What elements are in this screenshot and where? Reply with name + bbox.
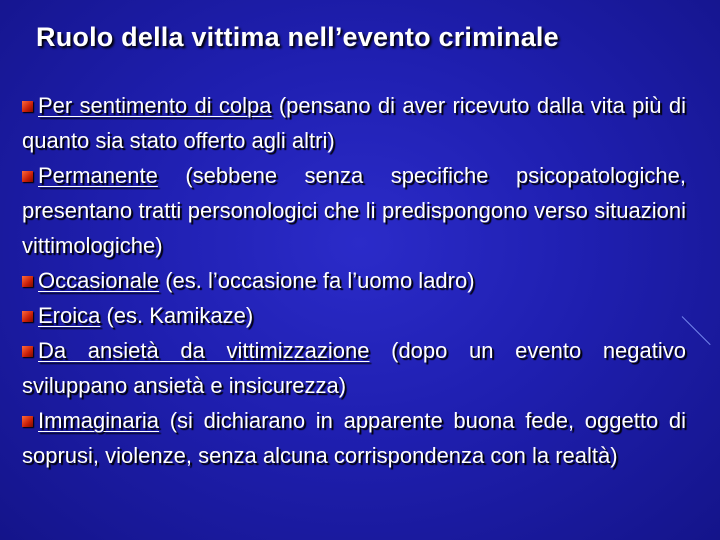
item-term: Immaginaria (38, 408, 160, 433)
square-bullet-icon (22, 346, 33, 357)
item-term: Permanente (38, 163, 158, 188)
list-item (22, 403, 686, 473)
list-item (22, 263, 686, 298)
list-item (22, 88, 686, 158)
item-desc: (pensano di aver ricevuto dalla vita più di quanto sia stato offerto agli altri) (22, 93, 686, 153)
item-desc: (dopo un evento negativo sviluppano ansietà e insicurezza) (22, 338, 686, 398)
item-term: Eroica (38, 303, 101, 328)
item-desc: (si dichiarano in apparente buona fede, oggetto di soprusi, violenze, senza alcuna corrispondenza con la realtà) (22, 408, 686, 468)
list-item (22, 158, 686, 263)
bullet-list (22, 88, 686, 473)
square-bullet-icon (22, 171, 33, 182)
square-bullet-icon (22, 276, 33, 287)
list-item (22, 333, 686, 403)
square-bullet-icon (22, 311, 33, 322)
item-desc: (es. l’occasione fa l’uomo ladro) (159, 268, 475, 293)
item-desc: (es. Kamikaze) (100, 303, 254, 328)
square-bullet-icon (22, 101, 33, 112)
slide-title: Ruolo della vittima nell’evento criminale (36, 22, 559, 52)
item-desc: (sebbene senza specifiche psicopatologiche, presentano tratti personologici che li predispongono verso situazioni vittimologiche) (22, 163, 686, 258)
list-item (22, 298, 686, 333)
square-bullet-icon (22, 416, 33, 427)
item-term: Occasionale (38, 268, 160, 293)
item-term: Per sentimento di colpa (38, 93, 272, 118)
item-term: Da ansietà da vittimizzazione (38, 338, 370, 363)
